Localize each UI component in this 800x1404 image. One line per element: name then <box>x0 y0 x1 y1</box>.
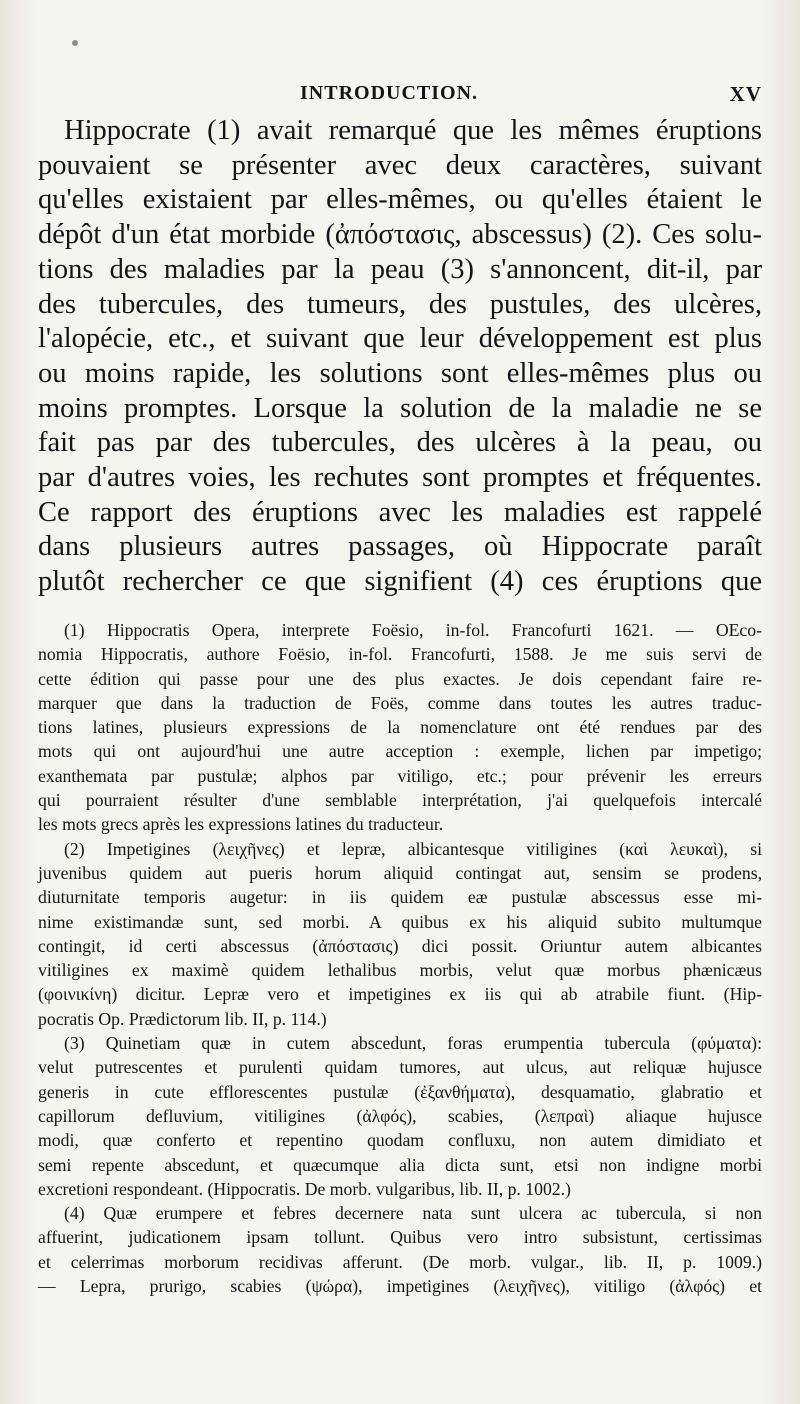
footnote-line: nomia Hippocratis, authore Foësio, in-fol. Francofurti, 1588. Je me suis servi de <box>38 644 762 665</box>
footnote-line: qui pourraient résulter d'une semblable interprétation, j'ai quelquefois intercalé <box>38 790 762 811</box>
body-line: ou moins rapide, les solutions sont elles-mêmes plus ou <box>38 357 762 389</box>
footnote-line: juvenibus quidem aut pueris horum aliquid contingat aut, sensim se prodens, <box>38 862 762 883</box>
footnote-line: capillorum defluvium, vitiligines (ἀλφός), scabies, (λεπραὶ) aliaque hujusce <box>38 1105 762 1126</box>
body-line: pouvaient se présenter avec deux caractères, suivant <box>38 149 762 181</box>
footnote-line: semi repente abscedunt, et quæcumque alia dicta sunt, etsi non indigne morbi <box>38 1154 762 1175</box>
running-title: INTRODUCTION. <box>300 82 479 104</box>
body-line: plutôt rechercher ce que signifient (4) ces éruptions que <box>38 566 762 598</box>
body-line: par d'autres voies, les rechutes sont promptes et fréquentes. <box>38 462 762 494</box>
page-number: XV <box>729 82 762 106</box>
body-line: des tubercules, des tumeurs, des pustules, des ulcères, <box>38 288 762 320</box>
footnote-line: (2) Impetigines (λειχῆνες) et lepræ, albicantesque vitiligines (καὶ λευκαὶ), si <box>64 838 762 859</box>
body-line: moins promptes. Lorsque la solution de la maladie ne se <box>38 392 762 424</box>
body-line: Ce rapport des éruptions avec les maladies est rappelé <box>38 496 762 528</box>
footnote-line: modi, quæ conferto et repentino quodam confluxu, non autem dimidiato et <box>38 1130 762 1151</box>
footnote-line: diuturnitate temporis augetur: in iis quidem eæ pustulæ abscessus esse mi- <box>38 887 762 908</box>
footnote-line: (φοινικίνη) dicitur. Lepræ vero et impetigines ex iis qui ab atrabile fiunt. (Hip- <box>38 984 762 1005</box>
main-paragraph <box>38 114 762 600</box>
footnote-line: mots qui ont aujourd'hui une autre acception : exemple, lichen par impetigo; <box>38 741 762 762</box>
footnotes <box>38 618 762 1298</box>
body-line: dans plusieurs autres passages, où Hippocrate paraît <box>38 531 762 563</box>
footnote-line: contingit, id certi abscessus (ἀπόστασις) dici possit. Oriuntur autem albicantes <box>38 935 762 956</box>
page-header <box>38 82 772 112</box>
body-line: tions des maladies par la peau (3) s'annoncent, dit-il, par <box>38 253 762 285</box>
footnote-line: excretioni respondeant. (Hippocratis. De morb. vulgaribus, lib. II, p. 1002.) <box>38 1178 571 1199</box>
footnote-line: (4) Quæ erumpere et febres decernere nata sunt ulcera ac tubercula, si non <box>64 1203 762 1224</box>
footnote-line: — Lepra, prurigo, scabies (ψώρα), impetigines (λειχῆνες), vitiligo (ἀλφός) et <box>38 1276 762 1297</box>
body-line: Hippocrate (1) avait remarqué que les mêmes éruptions <box>64 115 762 146</box>
footnote-line: generis in cute efflorescentes pustulæ (ἐξανθήματα), desquamatio, glabratio et <box>38 1081 762 1102</box>
body-line: dépôt d'un état morbide (ἀπόστασις, abscessus) (2). Ces solu- <box>38 219 762 251</box>
footnote-line: velut putrescentes et purulenti quidam tumores, aut ulcus, aut reliquæ hujusce <box>38 1057 762 1078</box>
footnote-line: et celerrimas morborum recidivas afferunt. (De morb. vulgar., lib. II, p. 1009.) <box>38 1251 762 1272</box>
footnote-line: tions latines, plusieurs expressions de la nomenclature ont été rendues par des <box>38 717 762 738</box>
footnote-line: vitiligines ex maximè quidem lethalibus morbis, velut quæ morbus phænicæus <box>38 960 762 981</box>
footnote-line: marquer que dans la traduction de Foës, comme dans toutes les autres traduc- <box>38 692 762 713</box>
body-line: l'alopécie, etc., et suivant que leur développement est plus <box>38 323 762 355</box>
body-line: qu'elles existaient par elles-mêmes, ou qu'elles étaient le <box>38 184 762 216</box>
footnote-line: cette édition qui passe pour une des plus exactes. Je dois cependant faire re- <box>38 668 762 689</box>
body-line: fait pas par des tubercules, des ulcères à la peau, ou <box>38 427 762 459</box>
footnote-line: affuerint, judicationem ipsam tollunt. Quibus vero intro subsistunt, certissimas <box>38 1227 762 1248</box>
footnote-line: (1) Hippocratis Opera, interprete Foësio, in-fol. Francofurti 1621. — OEco- <box>64 620 762 640</box>
footnote-line: les mots grecs après les expressions latines du traducteur. <box>38 814 444 835</box>
footnote-line: (3) Quinetiam quæ in cutem abscedunt, foras erumpentia tubercula (φύματα): <box>64 1033 762 1054</box>
ink-spot <box>72 40 78 46</box>
footnote-line: exanthemata par pustulæ; alphos par vitiligo, etc.; pour prévenir les erreurs <box>38 765 762 786</box>
footnote-line: pocratis Op. Prædictorum lib. II, p. 114.) <box>38 1008 327 1029</box>
footnote-line: nime existimandæ sunt, sed morbi. A quibus ex his aliquid subito multumque <box>38 911 762 932</box>
